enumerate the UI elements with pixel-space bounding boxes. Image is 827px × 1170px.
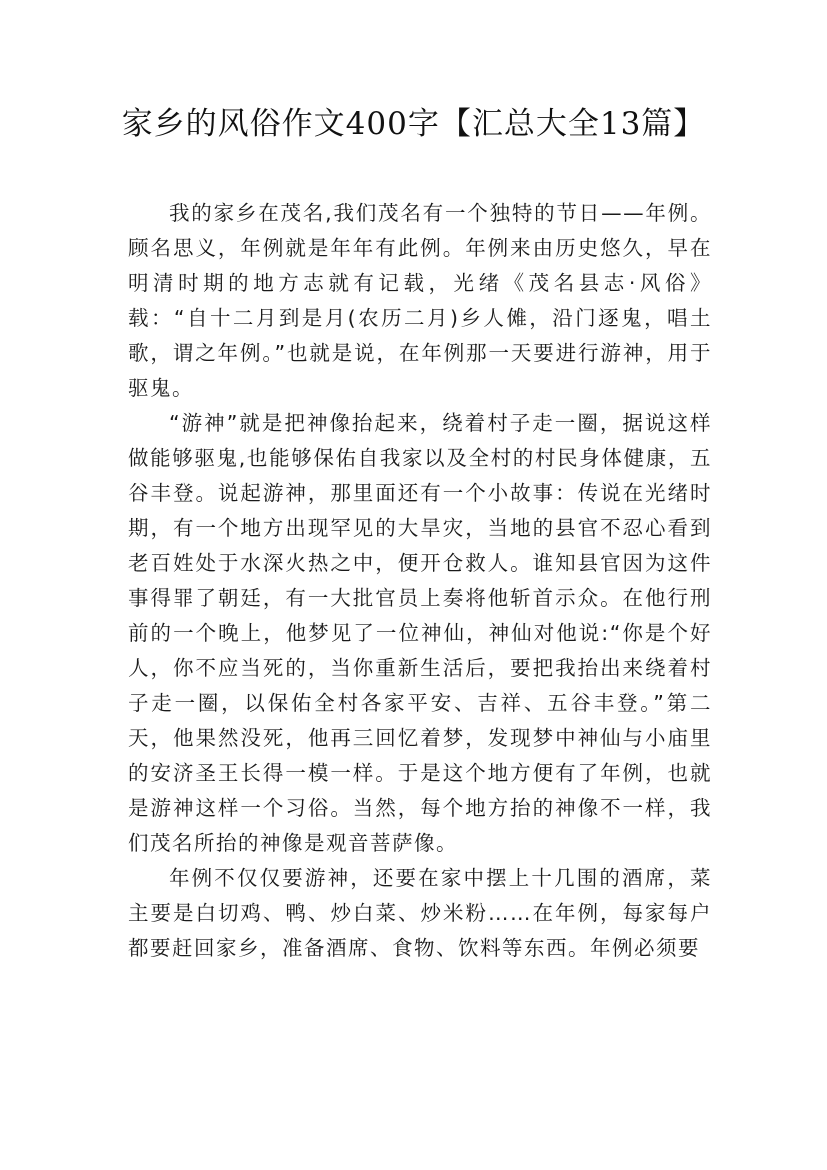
paragraph-2: “游神”就是把神像抬起来，绕着村子走一圈，据说这样做能够驱鬼,也能够保佑自我家以及全村的村民身体健康，五谷丰登。说起游神，那里面还有一个小故事：传说在光绪时期，有一个地方出现罕见的大旱灾，当地的县官不忍心看到老百姓处于水深火热之中，便开仓救人。谁知县官因为这件事得罪了朝廷，有一大批官员上奏将他斩首示众。在他行刑前的一个晚上，他梦见了一位神仙，神仙对他说:“你是个好人，你不应当死的，当你重新生活后，要把我抬出来绕着村子走一圈，以保佑全村各家平安、吉祥、五谷丰登。”第二天，他果然没死，他再三回忆着梦，发现梦中神仙与小庙里的安济圣王长得一模一样。于是这个地方便有了年例，也就是游神这样一个习俗。当然，每个地方抬的神像不一样，我们茂名所抬的神像是观音菩萨像。	[128, 411, 712, 855]
document-title: 家乡的风俗作文400字【汇总大全13篇】	[121, 106, 706, 142]
paragraph-3: 年例不仅仅要游神，还要在家中摆上十几围的酒席，菜主要是白切鸡、鸭、炒白菜、炒米粉……在年例，每家每户都要赶回家乡，准备酒席、食物、饮料等东西。年例必须要	[128, 866, 712, 960]
paragraph-1: 我的家乡在茂名,我们茂名有一个独特的节日——年例。顾名思义，年例就是年年有此例。年例来由历史悠久，早在明清时期的地方志就有记载，光绪《茂名县志·风俗》载：“自十二月到是月(农历二月)乡人傩，沿门逐鬼，唱土歌，谓之年例。”也就是说，在年例那一天要进行游神，用于驱鬼。	[128, 201, 712, 400]
document-body	[128, 196, 712, 966]
